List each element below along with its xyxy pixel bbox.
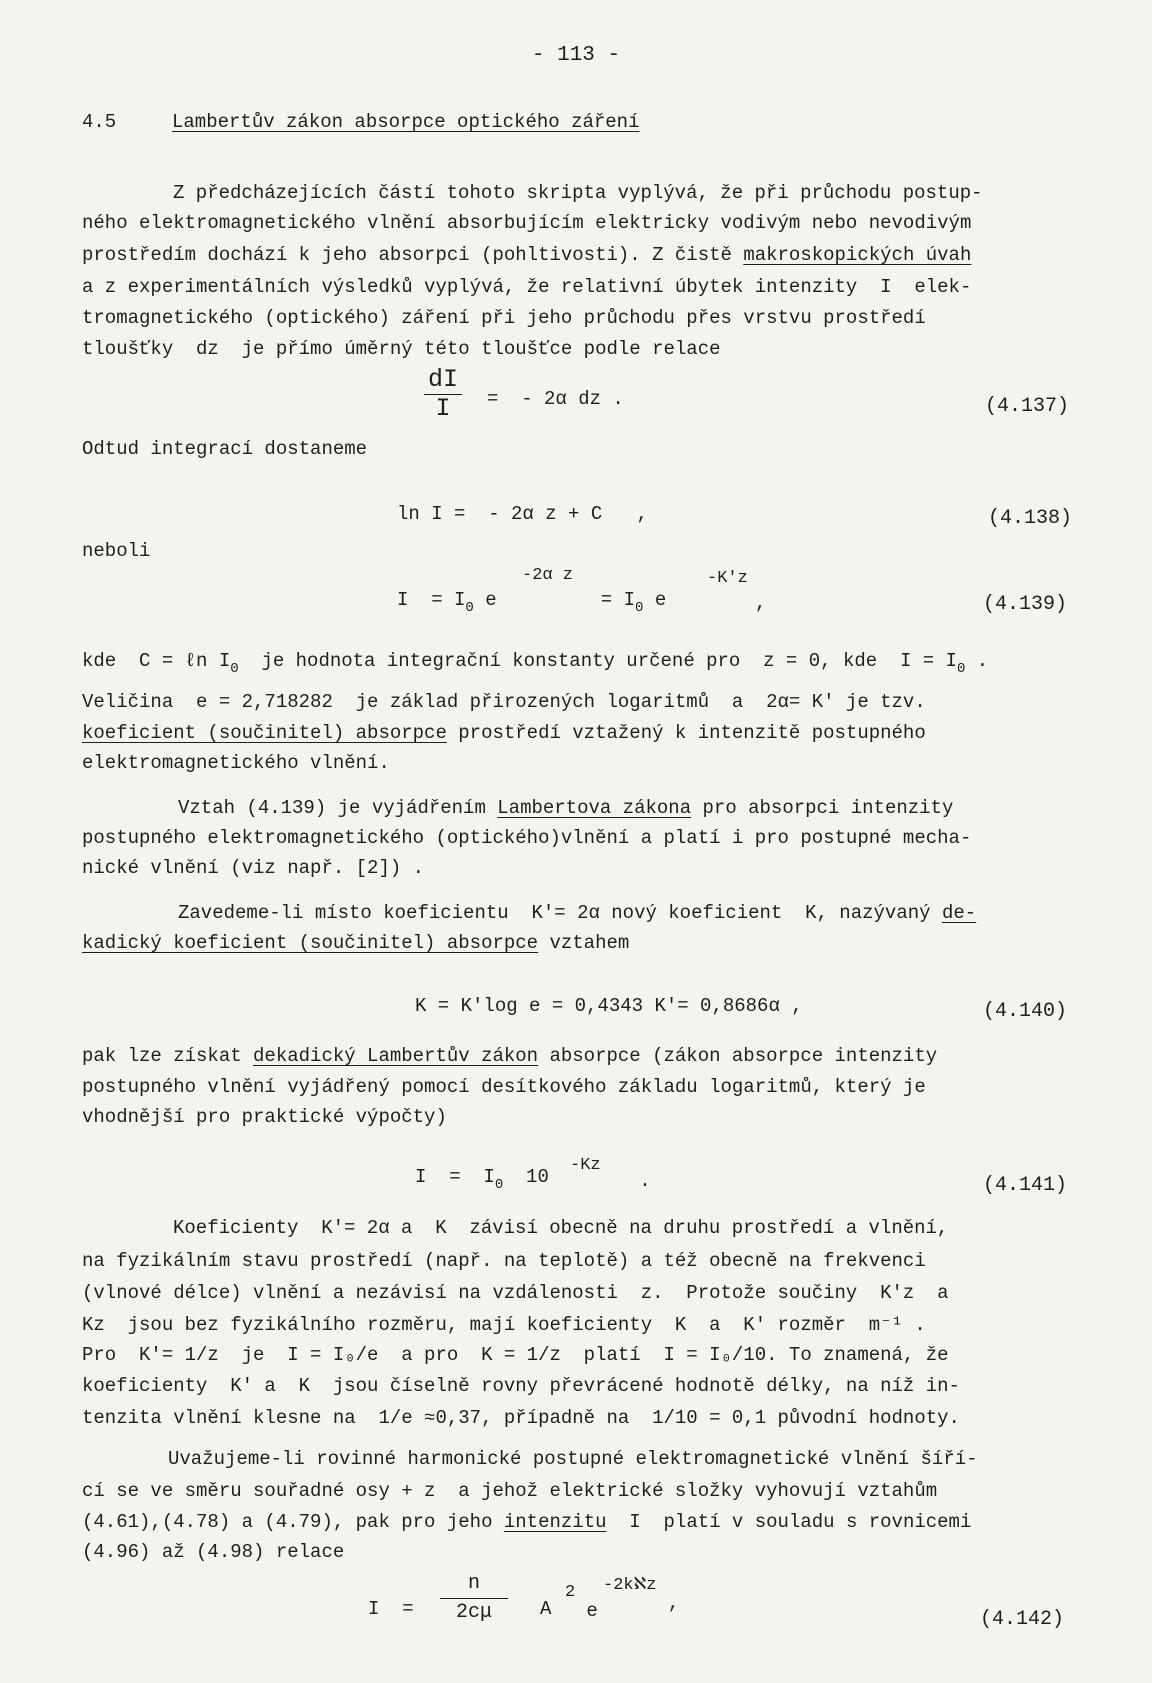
p3-line-3: nické vlnění (viz např. [2]) . (82, 857, 425, 879)
eq138-expression: ln I = - 2α z + C , (397, 503, 648, 525)
p3-line-1 (178, 797, 953, 819)
eq141-expression (415, 1166, 549, 1193)
p5-line-3: vhodnější pro praktické výpočty) (82, 1106, 447, 1128)
eq137-rhs: = - 2α dz . (487, 388, 624, 410)
section-title: Lambertův zákon absorpce optického záření (172, 111, 640, 133)
eq139-sub-1: 0 (465, 600, 474, 616)
eq137-fraction (424, 366, 462, 423)
p7-term-intensity: intenzitu (503, 1511, 607, 1533)
p1-term-macroscopic: makroskopických úvah (743, 244, 972, 266)
p5-line-2: postupného vlnění vyjádřený pomocí desítkového základu logaritmů, který je (82, 1076, 926, 1098)
section-number: 4.5 (82, 111, 117, 133)
eq141-base: 10 (503, 1166, 549, 1188)
eq142-end: , (668, 1592, 680, 1614)
eq139-mid: = I (578, 589, 636, 611)
p7-line-2: cí se ve směru souřadné osy + z a jehož elektrické složky vyhovují vztahům (82, 1480, 938, 1502)
eq142-denominator: 2cμ (456, 1601, 493, 1624)
p5-line-1 (82, 1045, 937, 1067)
p7-line-3-a: (4.61),(4.78) a (4.79), pak pro jeho (82, 1511, 504, 1533)
text-neboli: neboli (82, 540, 151, 562)
eq139-exponent-1: -2α z (522, 566, 574, 585)
eq139-e-1: e (473, 589, 497, 611)
eq142-numerator: n (440, 1570, 508, 1599)
p6-line-3: (vlnové délce) vlnění a nezávisí na vzdálenosti z. Protože součiny K′z a (82, 1282, 949, 1304)
eq140-expression: K = K′log e = 0,4343 K′= 0,8686α , (415, 995, 803, 1017)
eq141-lhs: I = I (415, 1166, 495, 1188)
eq141-end: . (605, 1170, 651, 1192)
eq142-lhs: I = (368, 1598, 414, 1620)
p6-line-1: Koeficienty K′= 2α a K závisí obecně na druhu prostředí a vlnění, (173, 1217, 949, 1239)
p5-line-1-b: absorpce (zákon absorpce intenzity (538, 1045, 938, 1067)
p1-line-1: Z předcházejících částí tohoto skripta vyplývá, že při průchodu postup- (173, 182, 983, 204)
p2-line-3 (82, 722, 926, 744)
eq139-label: (4.139) (983, 593, 1068, 616)
eq142-fraction (440, 1570, 508, 1627)
p3-line-2: postupného elektromagnetického (optického)vlnění a platí i pro postupné mecha- (82, 827, 972, 849)
text-odtud: Odtud integrací dostaneme (82, 438, 368, 460)
p2-line-1-a: kde C = ℓn I (82, 650, 231, 672)
eq137-numerator: dI (424, 366, 462, 395)
p1-line-2: ného elektromagnetického vlnění absorbujícím elektricky vodivým nebo nevodivým (82, 212, 972, 234)
eq137-denominator: I (435, 394, 451, 423)
eq139-sub-2: 0 (635, 600, 644, 616)
eq140-label: (4.140) (983, 1000, 1068, 1023)
eq141-label: (4.141) (983, 1174, 1068, 1197)
p4-term-decadic-coefficient: kadický koeficient (součinitel) absorpce (82, 932, 539, 954)
p4-line-1 (178, 902, 976, 924)
eq139-e-2: e (643, 589, 667, 611)
p7-line-3-b: I platí v souladu s rovnicemi (606, 1511, 972, 1533)
p6-line-7: tenzita vlnění klesne na 1/e ≈0,37, případně na 1/10 = 0,1 původní hodnoty. (82, 1407, 960, 1429)
p4-term-de: de- (941, 902, 977, 924)
p7-line-3 (82, 1511, 971, 1533)
p6-line-6: koeficienty K′ a K jsou číselně rovny převrácené hodnotě délky, na níž in- (82, 1375, 960, 1397)
eq142-e: e (575, 1600, 598, 1622)
p1-line-3 (82, 244, 971, 266)
eq139-exponent-2: -K′z (707, 569, 748, 588)
eq138-label: (4.138) (988, 507, 1073, 530)
p7-line-4: (4.96) až (4.98) relace (82, 1541, 345, 1563)
p2-line-2: Veličina e = 2,718282 je základ přirozených logaritmů a 2α= K′ je tzv. (82, 691, 926, 713)
eq142-label: (4.142) (980, 1608, 1065, 1631)
eq139-expression (397, 589, 497, 616)
eq142-exponent: -2kℵz (603, 1576, 657, 1595)
p2-line-1-b: je hodnota integrační konstanty určené pro z = 0, kde I = I (238, 650, 957, 672)
eq142-square: 2 (565, 1583, 576, 1602)
p2-line-1-sub: 0 (230, 661, 239, 677)
p5-term-decadic-lambert-law: dekadický Lambertův zákon (253, 1045, 539, 1067)
eq139-end: , (755, 592, 767, 614)
eq139-middle (578, 589, 666, 616)
eq139-lhs: I = I (397, 589, 466, 611)
p3-term-lambert-law: Lambertova zákona (497, 797, 692, 819)
p1-line-3-text: prostředím dochází k jeho absorpci (pohltivosti). Z čistě (82, 244, 744, 266)
p7-line-1: Uvažujeme-li rovinné harmonické postupné elektromagnetické vlnění šíří- (168, 1448, 978, 1470)
p4-line-2 (82, 932, 629, 954)
p2-line-3-text: prostředí vztažený k intenzitě postupného (446, 722, 926, 744)
p5-line-1-a: pak lze získat (82, 1045, 254, 1067)
eq141-exponent: -Kz (570, 1156, 601, 1175)
p1-line-6: tloušťky dz je přímo úměrný této tloušťce podle relace (82, 338, 721, 360)
eq141-sub: 0 (494, 1177, 504, 1193)
p6-line-5: Pro K′= 1/z je I = I₀/e a pro K = 1/z platí I = I₀/10. To znamená, že (82, 1344, 949, 1366)
p2-line-1-end: . (965, 650, 989, 672)
p1-line-5: tromagnetického (optického) záření při jeho průchodu přes vrstvu prostředí (82, 307, 926, 329)
p6-line-4: Kz jsou bez fyzikálního rozměru, mají koeficienty K a K′ rozměr m⁻¹ . (82, 1314, 926, 1336)
p4-line-2-b: vztahem (538, 932, 630, 954)
p3-line-1-a: Vztah (4.139) je vyjádřením (178, 797, 498, 819)
page-number: - 113 - (531, 44, 621, 67)
p1-line-4: a z experimentálních výsledků vyplývá, že relativní úbytek intenzity I elek- (82, 276, 972, 298)
p4-line-1-a: Zavedeme-li místo koeficientu K′= 2α nový koeficient K, nazývaný (178, 902, 942, 924)
p2-line-1 (82, 650, 988, 677)
p2-line-1-sub-2: 0 (956, 661, 966, 677)
eq142-amplitude: A (540, 1598, 552, 1620)
p6-line-2: na fyzikálním stavu prostředí (např. na teplotě) a též obecně na frekvenci (82, 1250, 926, 1272)
p2-line-4: elektromagnetického vlnění. (82, 752, 390, 774)
p3-line-1-b: pro absorpci intenzity (691, 797, 954, 819)
p2-term-absorption-coefficient: koeficient (součinitel) absorpce (82, 722, 447, 744)
eq137-label: (4.137) (985, 395, 1070, 418)
